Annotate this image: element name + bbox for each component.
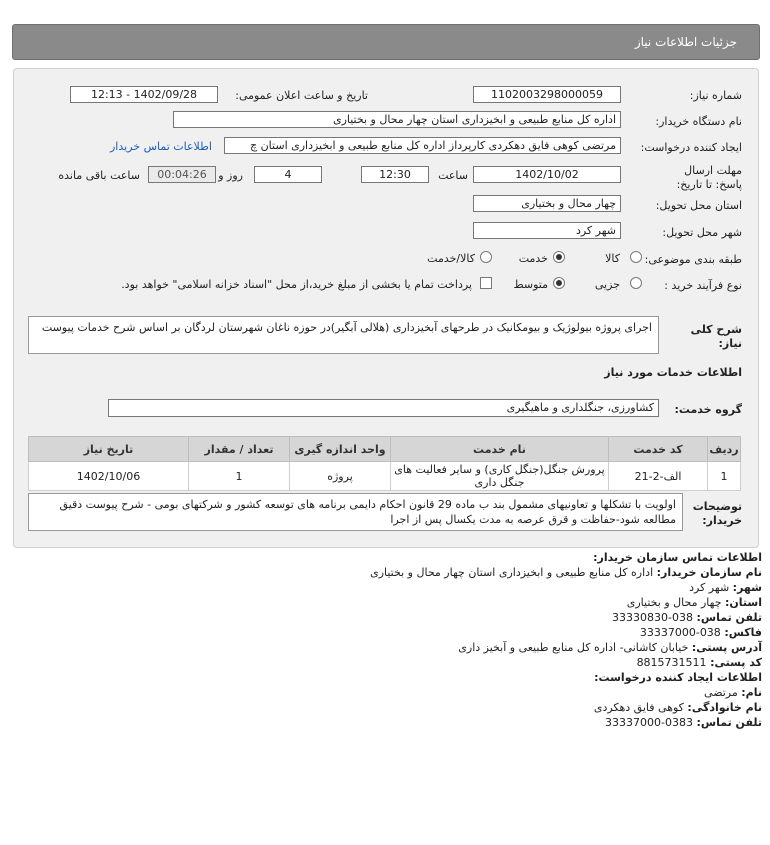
process-option-minor: جزیی <box>594 278 620 291</box>
process-radio-minor[interactable] <box>630 277 642 289</box>
creator-family-label: نام خانوادگی: <box>687 701 762 714</box>
announce-label: تاریخ و ساعت اعلان عمومی: <box>235 89 368 102</box>
service-group-label: گروه خدمت: <box>674 403 742 416</box>
cell-code: الف-2-21 <box>609 462 708 491</box>
category-option-service: خدمت <box>518 252 548 265</box>
services-table <box>28 436 741 491</box>
creator-family-line <box>594 701 762 714</box>
contact-address-line <box>458 641 762 654</box>
buyer-field: اداره کل منابع طبیعی و ابخیزداری استان چهار محال و بختیاری <box>173 111 621 128</box>
creator-name-line <box>704 686 762 699</box>
cell-name: پرورش جنگل(جنگل کاری) و سایر فعالیت های جنگل داری <box>391 462 609 491</box>
deadline-date-field: 1402/10/02 <box>473 166 621 183</box>
cell-row: 1 <box>708 462 741 491</box>
creator-field: مرتضی کوهی فایق دهکردی کارپرداز اداره کل منابع طبیعی و ابخیزداری استان چ <box>224 137 621 154</box>
announce-field: 1402/09/28 - 12:13 <box>70 86 218 103</box>
contact-phone-value: 038-33330830 <box>612 611 694 624</box>
contact-fax-value: 038-33337000 <box>639 626 721 639</box>
contact-address-label: آدرس پستی: <box>691 641 762 654</box>
remaining-time-field: 00:04:26 <box>148 166 216 183</box>
services-section-title: اطلاعات خدمات مورد نیاز <box>604 366 742 379</box>
process-option-medium: متوسط <box>513 278 548 291</box>
need-number-field: 1102003298000059 <box>473 86 621 103</box>
page-title: جزئیات اطلاعات نیاز <box>634 35 737 49</box>
contact-title: اطلاعات تماس سازمان خریدار: <box>593 551 762 564</box>
table-row <box>29 462 741 491</box>
creator-phone-line <box>605 716 762 729</box>
province-field: چهار محال و بختیاری <box>473 195 621 212</box>
buyer-notes-label: توضیحات خریدار: <box>692 500 742 527</box>
time-label: ساعت <box>438 169 468 182</box>
contact-postal-line <box>637 656 762 669</box>
contact-org-value: اداره کل منابع طبیعی و ابخیزداری استان چهار محال و بختیاری <box>370 566 654 579</box>
category-radio-goods-service[interactable] <box>480 251 492 263</box>
contact-province-label: استان: <box>725 596 762 609</box>
buyer-label: نام دستگاه خریدار: <box>655 115 742 128</box>
province-label: استان محل تحویل: <box>655 199 742 212</box>
creator-section <box>594 671 762 684</box>
deadline-label: مهلت ارسال پاسخ: تا تاریخ: <box>676 164 742 191</box>
buyer-notes-box: اولویت با تشکلها و تعاونیهای مشمول بند ب ماده 29 قانون احکام دایمی برنامه های توسعه کشور و شرکتهای بومی - شرح پیوست دقیق مطالعه شود-حفاظت و قرق عرصه به مدت یکسال پس از اجرا <box>28 493 683 531</box>
table-header-row <box>29 437 741 462</box>
creator-name-label: نام: <box>741 686 762 699</box>
contact-province-value: چهار محال و بختیاری <box>626 596 722 609</box>
contact-city-label: شهر: <box>732 581 762 594</box>
description-box: اجرای پروژه بیولوژیک و بیومکانیک در طرحهای آبخیزداری (هلالی آبگیر)در حوزه ناغان شهرستان لردگان بر اساس شرح خدمات پیوست <box>28 316 659 354</box>
category-option-goods-service: کالا/خدمت <box>427 252 475 265</box>
contact-section <box>593 551 762 564</box>
category-radio-goods[interactable] <box>630 251 642 263</box>
col-date: تاریخ نیاز <box>29 437 189 462</box>
remaining-label: ساعت باقی مانده <box>58 169 140 182</box>
col-row: ردیف <box>708 437 741 462</box>
creator-phone-label: تلفن تماس: <box>696 716 762 729</box>
contact-org-label: نام سازمان خریدار: <box>656 566 762 579</box>
creator-phone-value: 0383-33337000 <box>605 716 694 729</box>
contact-fax-line <box>640 626 762 639</box>
treasury-payment-checkbox[interactable] <box>480 277 492 289</box>
col-qty: تعداد / مقدار <box>189 437 290 462</box>
creator-label: ایجاد کننده درخواست: <box>640 141 742 154</box>
city-label: شهر محل تحویل: <box>662 226 742 239</box>
cell-unit: پروژه <box>290 462 391 491</box>
cell-date: 1402/10/06 <box>29 462 189 491</box>
contact-phone-label: تلفن تماس: <box>696 611 762 624</box>
contact-province-line <box>627 596 762 609</box>
buyer-contact-link[interactable]: اطلاعات تماس خریدار <box>110 140 212 153</box>
days-label: روز و <box>218 169 243 182</box>
category-radio-service[interactable] <box>553 251 565 263</box>
contact-postal-value: 8815731511 <box>636 656 707 669</box>
page-header <box>12 24 760 60</box>
description-label: شرح کلی نیاز: <box>690 323 742 350</box>
creator-family-value: کوهی فایق دهکردی <box>593 701 684 714</box>
contact-fax-label: فاکس: <box>724 626 762 639</box>
col-code: کد خدمت <box>609 437 708 462</box>
treasury-payment-text: پرداخت تمام یا بخشی از مبلغ خرید،از محل "اسناد خزانه اسلامی" خواهد بود. <box>121 278 472 291</box>
contact-city-line <box>689 581 762 594</box>
col-name: نام خدمت <box>391 437 609 462</box>
need-number-label: شماره نیاز: <box>689 89 742 102</box>
days-field: 4 <box>254 166 322 183</box>
service-group-field: کشاورزی، جنگلداری و ماهیگیری <box>108 399 659 417</box>
category-option-goods: کالا <box>605 252 620 265</box>
contact-phone-line <box>612 611 762 624</box>
contact-address-value: خیابان کاشانی- اداره کل منابع طبیعی و آبخیز داری <box>458 641 689 654</box>
contact-city-value: شهر کرد <box>689 581 730 594</box>
contact-org-line <box>370 566 762 579</box>
creator-title: اطلاعات ایجاد کننده درخواست: <box>594 671 762 684</box>
process-label: نوع فرآیند خرید : <box>664 279 742 292</box>
category-label: طبقه بندی موضوعی: <box>644 253 742 266</box>
deadline-time-field: 12:30 <box>361 166 429 183</box>
cell-qty: 1 <box>189 462 290 491</box>
contact-postal-label: کد پستی: <box>710 656 762 669</box>
col-unit: واحد اندازه گیری <box>290 437 391 462</box>
process-radio-medium[interactable] <box>553 277 565 289</box>
city-field: شهر کرد <box>473 222 621 239</box>
creator-name-value: مرتضی <box>704 686 738 699</box>
